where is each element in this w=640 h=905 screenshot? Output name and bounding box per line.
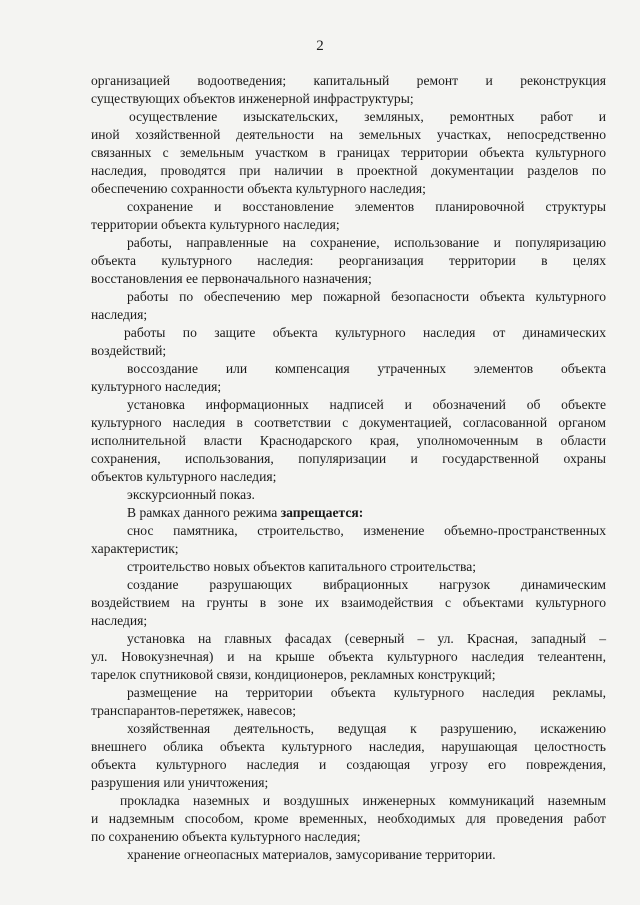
text-line-content: осуществление изыскательских, земляных, ремонтных работ и	[129, 109, 606, 124]
paragraph	[91, 198, 606, 234]
text-line-content: транспарантов-перетяжек, навесов;	[91, 703, 297, 718]
text-line-content: обеспечению сохранности объекта культурного наследия;	[91, 181, 426, 196]
text-line	[91, 612, 606, 630]
text-line	[91, 828, 606, 846]
text-line	[91, 72, 606, 90]
text-line	[91, 576, 606, 594]
paragraph	[91, 234, 606, 288]
paragraph	[91, 522, 606, 558]
text-line	[91, 450, 606, 468]
text-line-content: прокладка наземных и воздушных инженерных коммуникаций наземным	[120, 793, 606, 808]
text-line-content: хозяйственная деятельность, ведущая к разрушению, искажению	[127, 721, 606, 736]
text-line	[91, 594, 606, 612]
text-line-content: воздействием на грунты в зоне их взаимодействия с объектами культурного	[91, 595, 606, 610]
page-number: 2	[316, 38, 324, 54]
text-line-content: существующих объектов инженерной инфраструктуры;	[91, 91, 414, 106]
text-line-content: внешнего облика объекта культурного наследия, нарушающая целостность	[91, 739, 606, 754]
text-line-content: установка на главных фасадах (северный – ул. Красная, западный –	[127, 631, 606, 646]
text-line-content: строительство новых объектов капитального строительства;	[127, 559, 477, 574]
text-line	[91, 378, 606, 396]
text-line-content: и надземным способом, кроме временных, необходимых для проведения работ	[91, 811, 606, 826]
text-line	[91, 810, 606, 828]
text-line	[91, 738, 606, 756]
text-line-content: наследия;	[91, 613, 148, 628]
paragraph	[91, 324, 606, 360]
paragraph	[91, 558, 606, 576]
text-line	[91, 486, 606, 504]
text-line	[91, 432, 606, 450]
text-line-content: организацией водоотведения; капитальный ремонт и реконструкция	[91, 73, 606, 88]
text-line	[91, 702, 606, 720]
text-line-content: снос памятника, строительство, изменение объемно-пространственных	[127, 523, 606, 538]
text-line	[88, 324, 606, 342]
text-line	[91, 288, 606, 306]
text-line-content: работы, направленные на сохранение, использование и популяризацию	[127, 235, 606, 250]
text-line-content: сохранение и восстановление элементов планировочной структуры	[127, 199, 606, 214]
text-line	[91, 396, 606, 414]
text-line	[91, 90, 606, 108]
text-line	[91, 216, 606, 234]
text-line-content: работы по обеспечению мер пожарной безопасности объекта культурного	[127, 289, 606, 304]
text-line-content: разрушения или уничтожения;	[91, 775, 269, 790]
paragraph	[91, 684, 606, 720]
paragraph	[91, 72, 606, 108]
text-line-content: хранение огнеопасных материалов, замусоривание территории.	[127, 847, 496, 862]
paragraph	[91, 288, 606, 324]
text-line	[91, 558, 606, 576]
text-line-content: исполнительной власти Краснодарского края, уполномоченным в области	[91, 433, 606, 448]
text-line	[91, 108, 606, 126]
paragraph	[91, 504, 606, 522]
text-line	[91, 414, 606, 432]
text-line	[91, 630, 606, 648]
text-line	[91, 846, 606, 864]
paragraph	[91, 486, 606, 504]
text-line	[91, 252, 606, 270]
text-line-content: В рамках данного режима	[127, 505, 278, 520]
paragraph	[91, 846, 606, 864]
paragraph	[91, 576, 606, 630]
paragraph	[91, 360, 606, 396]
text-line-content: экскурсионный показ.	[127, 487, 255, 502]
text-line-content: создание разрушающих вибрационных нагрузок динамическим	[127, 577, 606, 592]
text-line	[91, 468, 606, 486]
paragraph	[91, 792, 606, 846]
text-line	[91, 666, 606, 684]
text-line-content: размещение на территории объекта культурного наследия рекламы,	[127, 685, 606, 700]
text-line-content: работы по защите объекта культурного наследия от динамических	[124, 325, 606, 340]
text-line-content: иной хозяйственной деятельности на земельных участках, непосредственно	[91, 127, 606, 142]
text-line-content: объекта культурного наследия: реорганизация территории в целях	[91, 253, 606, 268]
text-line-content: связанных с земельным участком в границах территории объекта культурного	[91, 145, 606, 160]
text-line	[91, 198, 606, 216]
text-line-content: установка информационных надписей и обозначений об объекте	[127, 397, 606, 412]
text-line	[91, 144, 606, 162]
text-line	[91, 162, 606, 180]
text-line-content: объекта культурного наследия и создающая угрозу его повреждения,	[91, 757, 606, 772]
text-line-content: ул. Новокузнечная) и на крыше объекта культурного наследия телеантенн,	[91, 649, 606, 664]
text-line-content: территории объекта культурного наследия;	[91, 217, 340, 232]
text-line	[91, 522, 606, 540]
paragraph	[91, 396, 606, 486]
text-line	[91, 270, 606, 288]
text-line-content: воссоздание или компенсация утраченных элементов объекта	[127, 361, 606, 376]
text-line-content: тарелок спутниковой связи, кондиционеров, рекламных конструкций;	[91, 667, 496, 682]
text-line-content: наследия;	[91, 307, 148, 322]
text-line	[91, 648, 606, 666]
text-line	[91, 360, 606, 378]
text-line	[91, 342, 606, 360]
text-line-content: сохранения, использования, популяризации и государственной охраны	[91, 451, 606, 466]
text-line-content: восстановления ее первоначального назначения;	[91, 271, 372, 286]
text-line	[91, 540, 606, 558]
paragraph	[91, 630, 606, 684]
text-line	[91, 720, 606, 738]
text-line-content: воздействий;	[91, 343, 167, 358]
emphasis-text: запрещается:	[280, 505, 364, 520]
text-line	[91, 756, 606, 774]
text-line	[91, 684, 606, 702]
text-line-content: наследия, проводятся при наличии в проектной документации разделов по	[91, 163, 606, 178]
text-line-content: культурного наследия;	[91, 379, 222, 394]
text-line	[91, 504, 606, 522]
text-line-content: по сохранению объекта культурного наследия;	[91, 829, 361, 844]
text-line	[91, 306, 606, 324]
paragraph	[91, 720, 606, 792]
text-line	[91, 126, 606, 144]
text-line	[91, 234, 606, 252]
text-line	[91, 774, 606, 792]
text-line-content: культурного наследия в соответствии с документацией, согласованной органом	[91, 415, 606, 430]
text-line	[91, 792, 606, 810]
text-line	[91, 180, 606, 198]
document-body	[91, 72, 606, 864]
text-line-content: характеристик;	[91, 541, 179, 556]
text-line-content: объектов культурного наследия;	[91, 469, 277, 484]
paragraph	[91, 108, 606, 198]
